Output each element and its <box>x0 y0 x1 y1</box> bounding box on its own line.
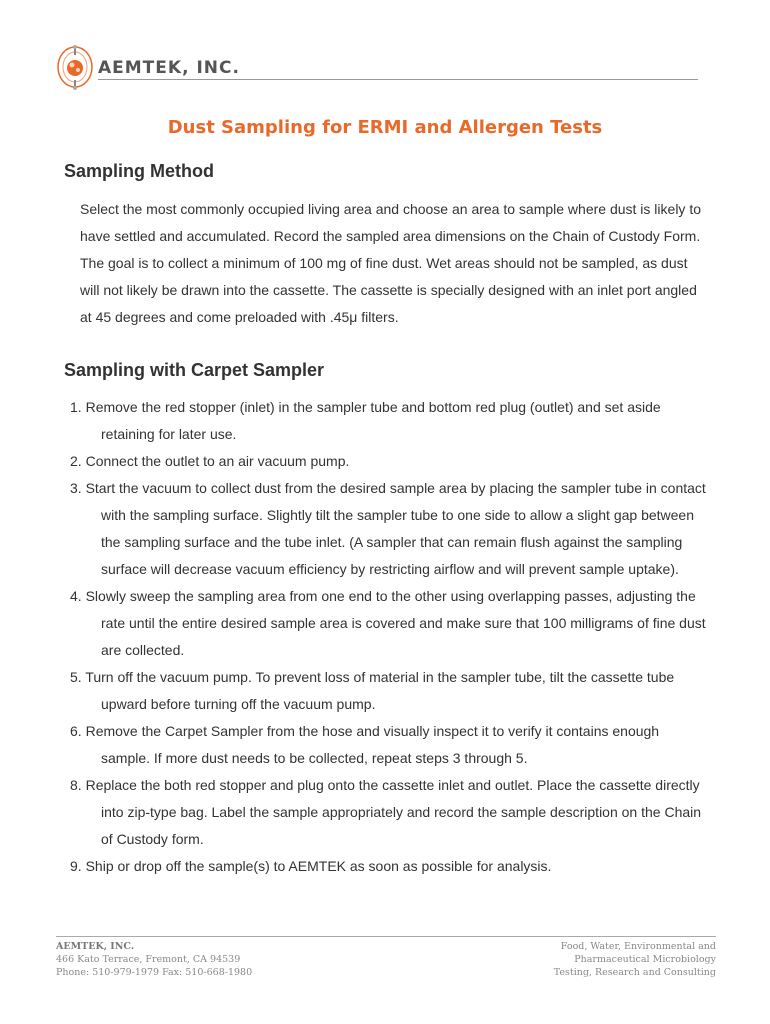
carpet-sampler-steps <box>70 394 710 880</box>
step-text: Slowly sweep the sampling area from one end to the other using overlapping passes, adjusting the rate until the entire desired sample area is covered and make sure that 100 milligrams of fine dust are collected. <box>85 588 706 658</box>
letterhead <box>56 44 700 92</box>
footer-tagline <box>554 940 716 979</box>
list-item <box>70 718 710 772</box>
step-number: 8. <box>70 777 82 793</box>
step-text: Connect the outlet to an air vacuum pump. <box>85 453 350 469</box>
aemtek-logo-icon <box>56 44 96 90</box>
list-item <box>70 394 710 448</box>
tagline-line: Testing, Research and Consulting <box>553 967 716 978</box>
footer-contact <box>56 940 252 979</box>
list-item <box>70 772 710 853</box>
footer-phone: Phone: 510-979-1979 Fax: 510-668-1980 <box>56 967 253 978</box>
footer-divider <box>56 936 716 937</box>
list-item <box>70 475 710 583</box>
step-number: 3. <box>70 480 82 496</box>
footer-address: 466 Kato Terrace, Fremont, CA 94539 <box>56 954 241 965</box>
step-text: Remove the red stopper (inlet) in the sampler tube and bottom red plug (outlet) and set aside retaining for later use. <box>85 399 661 442</box>
step-number: 5. <box>70 669 82 685</box>
document-title: Dust Sampling for ERMI and Allergen Tests <box>167 117 603 138</box>
list-item <box>70 448 710 475</box>
list-item <box>70 664 710 718</box>
step-number: 4. <box>70 588 82 604</box>
sampling-method-paragraph: Select the most commonly occupied living area and choose an area to sample where dust is likely to have settled and accumulated. Record the sampled area dimensions on the Chain of Custody Form. The goal is to collect a minimum of 100 mg of fine dust. Wet areas should not be sampled, as dust will not likely be drawn into the cassette. The cassette is specially designed with an inlet port angled at 45 degrees and come preloaded with .45μ filters. <box>80 201 701 325</box>
tagline-line: Pharmaceutical Microbiology <box>574 954 716 965</box>
step-text: Turn off the vacuum pump. To prevent loss of material in the sampler tube, tilt the cassette tube upward before turning off the vacuum pump. <box>85 669 675 712</box>
section-heading-sampling-method: Sampling Method <box>64 161 214 181</box>
section-heading-carpet-sampler: Sampling with Carpet Sampler <box>64 360 325 380</box>
step-number: 6. <box>70 723 82 739</box>
step-text: Ship or drop off the sample(s) to AEMTEK as soon as possible for analysis. <box>85 858 552 874</box>
header-divider <box>98 79 698 80</box>
step-text: Start the vacuum to collect dust from the desired sample area by placing the sampler tube in contact with the sampling surface. Slightly tilt the sampler tube to one side to allow a slight gap between the sampling surface and the tube inlet. (A sampler that can remain flush against the sampling surface will decrease vacuum efficiency by restricting airflow and will prevent sample uptake). <box>85 480 706 577</box>
list-item <box>70 583 710 664</box>
step-number: 1. <box>70 399 82 415</box>
step-number: 2. <box>70 453 82 469</box>
brand-name: AEMTEK, INC. <box>98 58 240 78</box>
list-item <box>70 853 710 880</box>
tagline-line: Food, Water, Environmental and <box>560 941 716 952</box>
footer-company: AEMTEK, INC. <box>56 941 135 952</box>
step-text: Remove the Carpet Sampler from the hose and visually inspect it to verify it contains enough sample. If more dust needs to be collected, repeat steps 3 through 5. <box>85 723 660 766</box>
step-text: Replace the both red stopper and plug onto the cassette inlet and outlet. Place the cassette directly into zip-type bag. Label the sample appropriately and record the sample description on the Chain of Custody form. <box>85 777 702 847</box>
step-number: 9. <box>70 858 82 874</box>
